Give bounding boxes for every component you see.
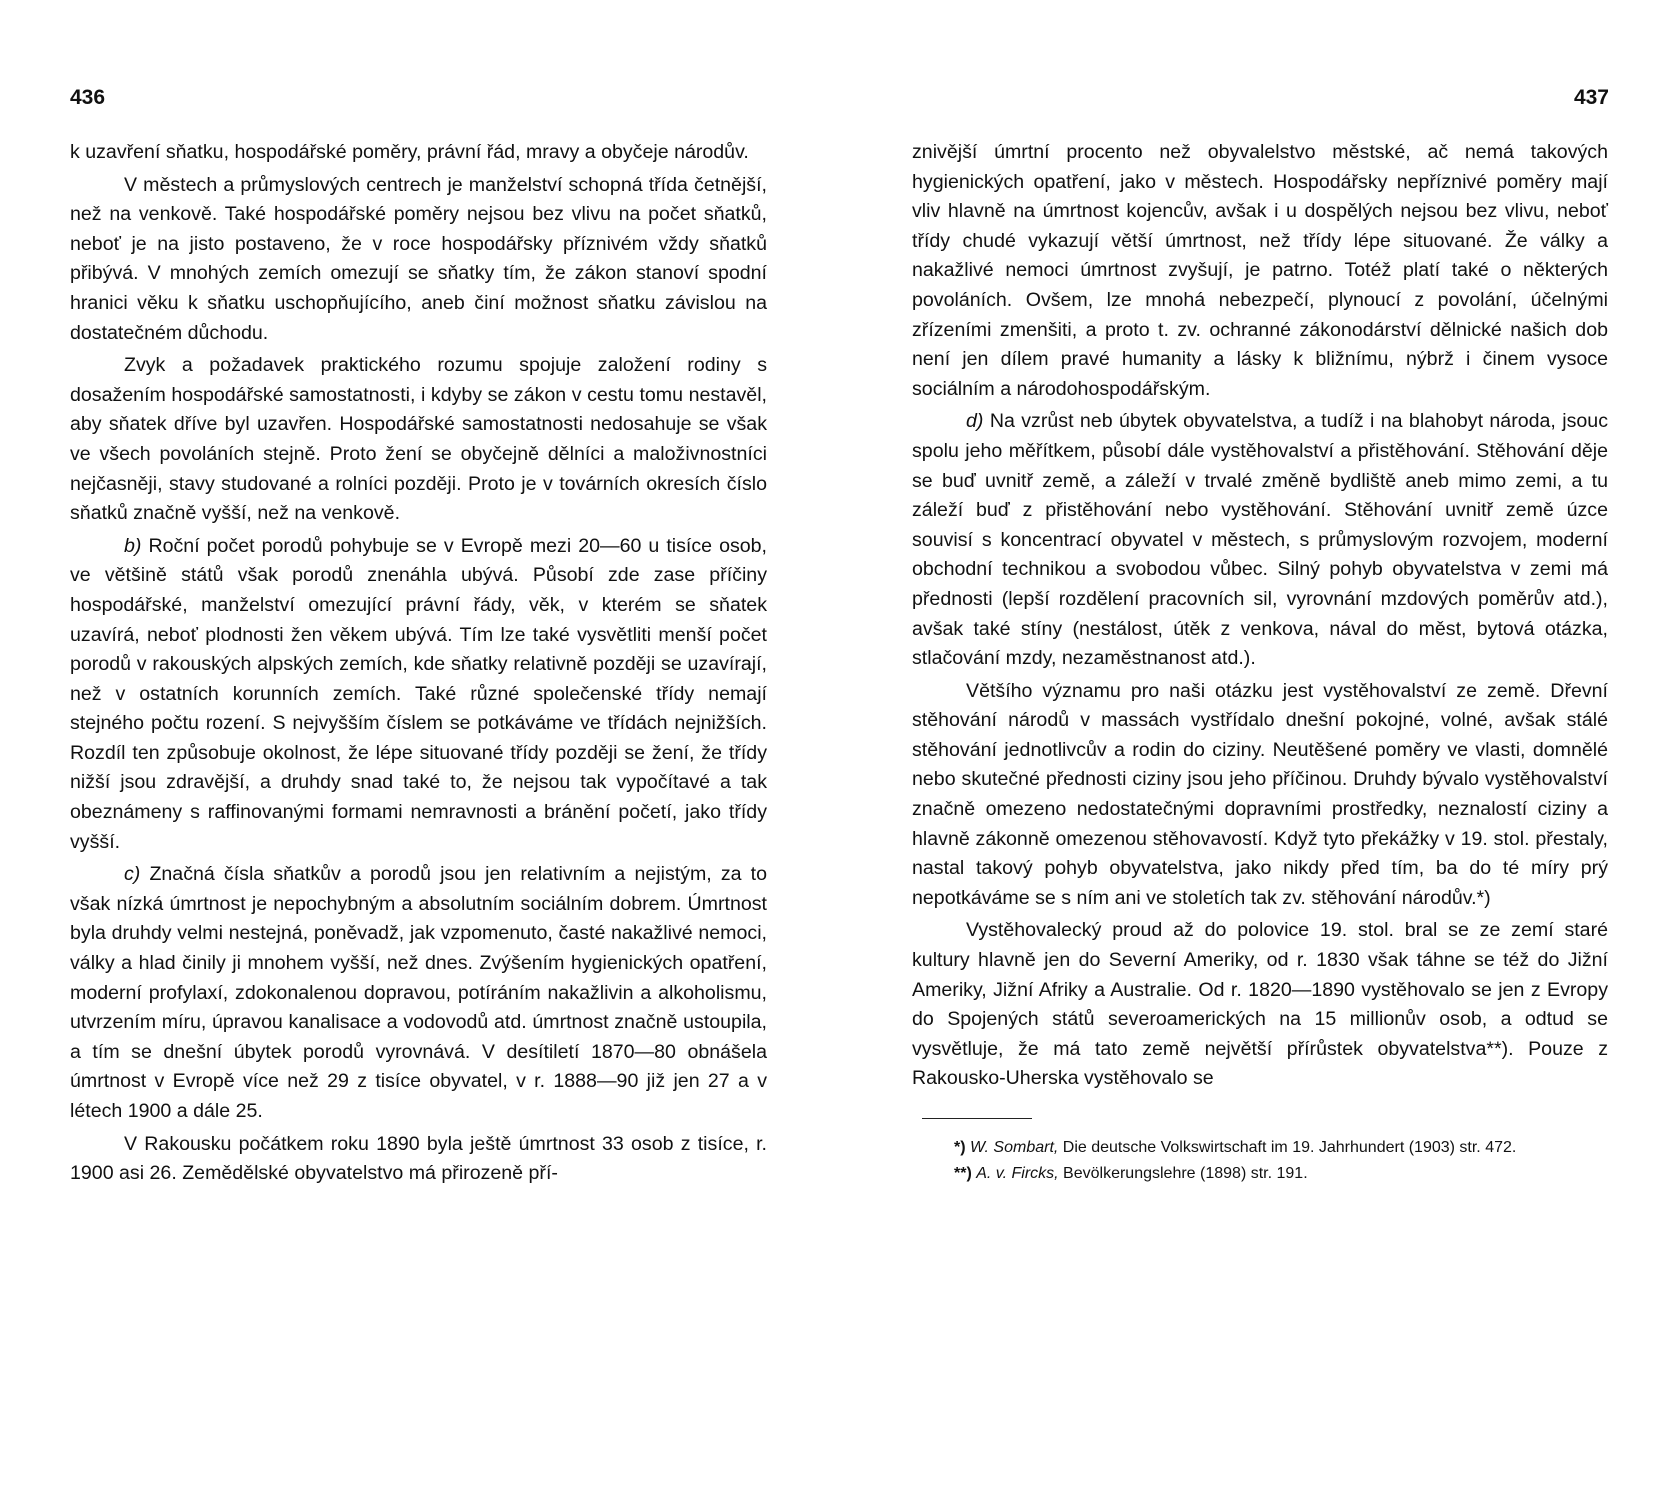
footnotes <box>912 1135 1608 1187</box>
footnote-sign: *) <box>954 1139 966 1156</box>
paragraph-marker: c) <box>124 863 141 886</box>
paragraph-text: Na vzrůst neb úbytek obyvatelstva, a tudíž i na blahobyt národa, jsouc spolu jeho měřítkem, působí dále vystěhovalství a přistěhování. Stěhování děje se buď uvnitř země, a záleží v trvalé změně bydliště aneb mimo zemi, a tu záleží buď z přistěhování nebo vystěhování. Stěhování uvnitř země úzce souvisí s koncentrací obyvatel v městech, s průmyslovým rozvojem, moderní obchodní technikou a svobodou vůbec. Silný pohyb obyvatelstva v zemi má přednosti (lepší rozdělení pracovních sil, vyrovnání mzdových poměrův atd.), avšak také stíny (nestálost, útěk z venkova, nával do měst, bytová otázka, stlačování mzdy, nezaměstnanost atd.). <box>912 410 1608 670</box>
page-number: 436 <box>70 86 106 109</box>
paragraph-text: Značná čísla sňatkův a porodů jsou jen relativním a nejistým, za to však nízká úmrtnost je nepochybným a absolutním sociálním dobrem. Úmrtnost byla druhdy velmi nestejná, poněvadž, jak vzpomenuto, časté nakažlivé nemoci, války a hlad činily ji mnohem vyšší, než dnes. Zvýšením hygienických opatření, moderní profylaxí, zdokonalenou dopravou, potíráním nakažlivin a alkoholismu, utvrzením míru, úpravou kanalisace a vodovodů atd. úmrtnost značně ustoupila, a tím se dnešní úbytek porodů vyrovnává. V desítiletí 1870—80 obnášela úmrtnost v Evropě více než 29 z tisíce obyvatel, v r. 1888—90 již jen 27 a v létech 1900 a dále 25. <box>70 863 767 1122</box>
footnote-text: Die deutsche Volkswirtschaft im 19. Jahrhundert (1903) str. 472. <box>1058 1139 1517 1156</box>
footnote-author: W. Sombart, <box>970 1139 1059 1156</box>
paragraph <box>70 532 767 858</box>
paragraph: znivější úmrtní procento než obyvalelstvo městské, ač nemá takových hygienických opatření, jako v městech. Hospodářsky nepříznivé poměry mají vliv hlavně na úmrtnost kojencův, avšak i u dospělých nejsou bez vlivu, neboť třídy chudé vykazují větší úmrtnost, než třídy lépe situované. Že války a nakažlivé nemoci úmrtnost zvyšují, je patrno. Totéž platí také o některých povoláních. Ovšem, lze mnohá nebezpečí, plynoucí z povolání, účelnými zřízeními zmenšiti, a proto t. zv. ochranné zákonodárství dělnické našich dob není jen dílem pravé humanity a lásky k bližnímu, nýbrž i činem vysoce sociálním a národohospodářským. <box>912 141 1608 400</box>
paragraph-marker: b) <box>124 534 142 557</box>
footnote-text: Bevölkerungslehre (1898) str. 191. <box>1058 1165 1308 1182</box>
paragraph: Zvyk a požadavek praktického rozumu spojuje založení rodiny s dosažením hospodářské samostatnosti, i kdyby se zákon v cestu tomu nestavěl, aby sňatek dříve byl uzavřen. Hospodářské samostatnosti nedosahuje se však ve všech povoláních stejně. Proto žení se obyčejně dělníci a maloživnostníci nejčasněji, stavy studované a rolníci později. Proto je v továrních okresích číslo sňatků značně vyšší, než na venkově. <box>70 354 767 525</box>
paragraph-text: Roční počet porodů pohybuje se v Evropě mezi 20—60 u tisíce osob, ve většině států však porodů znenáhla ubývá. Působí zde zase příčiny hospodářské, manželství omezující právní řády, věk, v kterém se sňatek uzavírá, neboť plodnosti žen věkem ubývá. Tím lze také vysvětliti menší počet porodů v rakouských alpských zemích, kde sňatky relativně později se uzavírají, než v ostatních korunních zemích. Také různé společenské třídy nemají stejného počtu rození. S nejvyšším číslem se potkáváme ve třídách nejnižších. Rozdíl ten způsobuje okolnost, že lépe situované třídy později se žení, že třídy nižší jsou zdravější, a druhdy snad také to, že nejsou tak vypočítavé a tak obeznámeny s raffinovanými formami nemravnosti a bránění početí, jako třídy vyšší. <box>70 534 767 853</box>
footnote-sign: **) <box>954 1165 972 1182</box>
right-page <box>836 0 1672 1500</box>
paragraph: k uzavření sňatku, hospodářské poměry, právní řád, mravy a obyčeje národův. <box>70 141 749 163</box>
page-number: 437 <box>1573 86 1609 109</box>
footnote <box>912 1135 1608 1161</box>
footnote-author: A. v. Fircks, <box>976 1165 1059 1182</box>
paragraph: V městech a průmyslových centrech je manželství schopná třída četnější, než na venkově. Také hospodářské poměry nejsou bez vlivu na počet sňatků, neboť je na jisto postaveno, že v roce hospodářsky příznivém vždy sňatků přibývá. V mnohých zemích omezují se sňatky tím, že zákon stanoví spodní hranici věku k sňatku uschopňujícího, aneb činí možnost sňatku závislou na dostatečném důchodu. <box>70 173 767 344</box>
text-column <box>70 138 767 1189</box>
paragraph: V Rakousku počátkem roku 1890 byla ještě úmrtnost 33 osob z tisíce, r. 1900 asi 26. Zemědělské obyvatelstvo má přirozeně pří- <box>70 1132 767 1185</box>
paragraph <box>70 860 767 1126</box>
paragraph: Většího významu pro naši otázku jest vystěhovalství ze země. Dřevní stěhování národů v massách vystřídalo dnešní pokojné, volné, avšak stálé stěhování jednotlivcův a rodin do ciziny. Neutěšené poměry ve vlasti, domnělé nebo skutečné přednosti ciziny jsou jeho příčinou. Druhdy bývalo vystěhovalství značně omezeno nedostatečnými dopravními prostředky, neznalostí ciziny a hlavně zákonně omezenou stěhovavostí. Když tyto překážky v 19. stol. přestaly, nastal takový pohyb obyvatelstva, jako nikdy před tím, ba do té míry prý nepotkáváme se s ním ani ve stoletích tak zv. stěhování národův.*) <box>912 679 1608 909</box>
paragraph-marker: d) <box>966 410 984 433</box>
footnote-divider <box>922 1118 1032 1119</box>
footnote <box>912 1161 1608 1187</box>
paragraph <box>912 407 1608 673</box>
paragraph: Vystěhovalecký proud až do polovice 19. stol. bral se ze zemí staré kultury hlavně jen do Severní Ameriky, od r. 1830 však táhne se též do Jižní Ameriky, Jižní Afriky a Australie. Od r. 1820—1890 vystěhovalo se jen z Evropy do Spojených států severoamerických na 15 millionův osob, a odtud se vysvětluje, že má tato země největší přírůstek obyvatelstva**). Pouze z Rakousko-Uherska vystěhovalo se <box>912 919 1608 1090</box>
text-column <box>912 138 1608 1187</box>
